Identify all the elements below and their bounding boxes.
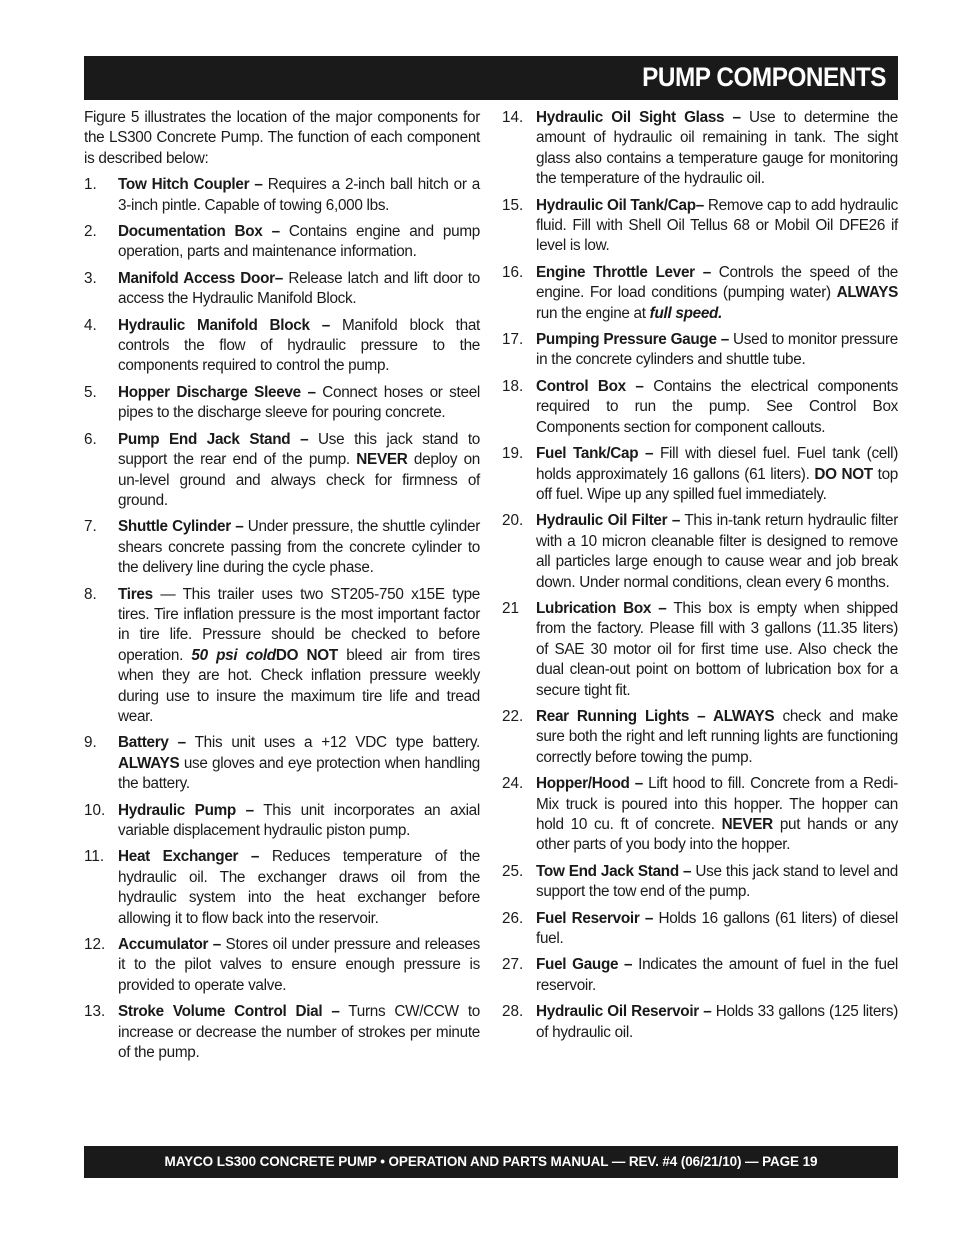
item-text: deploy on un-level ground and always check for firmness of ground. [118,451,481,509]
item-description [536,196,898,257]
item-term: Stroke Volume Control Dial – [118,1003,340,1021]
item-text: This box is empty when shipped from the factory. Please fill with 3 gallons (11.35 liters) of SAE 30 motor oil for first time use. Also check the dual clean-out point on bottom of lubrication box for a secure tight fit. [536,599,898,699]
item-text: Release latch and lift door to access the Hydraulic Manifold Block. [118,269,480,308]
item-number: 17. [502,331,524,349]
item-text: bleed air from tires when they are hot. Check inflation pressure weekly during use to insure the maximum tire life and tread wear. [118,646,481,725]
list-item [502,263,898,324]
item-term: Hydraulic Oil Tank/Cap– [536,196,704,214]
item-number: 2. [84,223,97,241]
list-item [502,108,898,190]
item-number: 12. [84,936,106,954]
item-description [118,801,480,842]
item-term: Fuel Reservoir – [536,909,654,927]
list-item [84,1002,480,1063]
item-text: Use this jack stand to support the rear end of the pump. [118,430,480,469]
item-text: Reduces temperature of the hydraulic oil. The exchanger draws oil from the hydraulic system into the heat exchanger before allowing it to flow back into the reservoir. [118,848,480,927]
item-description [536,377,898,438]
item-description [536,1002,898,1043]
item-description [118,1002,480,1063]
item-text: This unit uses a +12 VDC type battery. [185,734,480,752]
item-description [536,511,898,593]
item-number: 4. [84,316,97,334]
list-item [84,517,480,578]
item-emphasis: ALWAYS [836,284,898,302]
item-description [118,175,480,216]
item-text: put hands or any other parts of you body into the hopper. [536,816,899,854]
item-number: 3. [84,269,97,287]
item-number: 20. [502,512,524,530]
list-item [502,909,898,950]
item-description [118,733,480,794]
item-text: Used to monitor pressure in the concrete cylinders and shuttle tube. [536,331,898,369]
item-description [536,599,898,701]
item-text: Holds 33 gallons (125 liters) of hydraulic oil. [536,1003,898,1041]
item-term: Hydraulic Pump – [118,801,254,819]
item-number: 28. [502,1003,524,1021]
item-description [118,935,480,996]
list-item [84,316,480,377]
item-text: Manifold block that controls the flow of hydraulic pressure to the components required to control the pump. [118,316,480,375]
item-term: Tow Hitch Coupler – [118,176,263,194]
item-text: check and make sure both the right and left running lights are functioning correctly before towing the pump. [536,707,898,766]
item-text: — This trailer uses two ST205-750 x15E type tires. Tire inflation pressure is the most important factor in tire life. Pressure should be checked to [118,585,480,644]
item-description [536,774,898,856]
item-term: Hydraulic Manifold Block – [118,316,330,334]
item-description [536,909,898,950]
list-item [502,1002,898,1043]
item-text: Controls the speed of the engine. For load conditions (pumping water) [536,263,898,302]
item-emphasis: NEVER [356,451,408,469]
item-term: Hopper/Hood – [536,775,643,793]
item-number: 5. [84,383,97,401]
item-term: Shuttle Cylinder – [118,518,244,536]
list-item [84,801,480,842]
item-emphasis-italic: 50 psi cold [191,646,276,664]
item-term: Pump End Jack Stand – [118,430,309,448]
item-term: Heat Exchanger – [118,848,260,866]
list-item [502,511,898,593]
list-item [84,222,480,263]
item-text: Contains the electrical components required to run the pump. See Control Box Components section for component callouts. [536,377,898,436]
item-text: use gloves and eye protection when handling the battery. [118,754,480,793]
item-term: Hydraulic Oil Reservoir – [536,1003,712,1021]
item-text: Use this jack stand to level and support the tow end of the pump. [536,862,898,901]
item-text: Fill with diesel fuel. Fuel tank (cell) holds approximately 16 gallons (61 liters). [536,445,899,483]
item-number: 26. [502,909,524,927]
item-number: 8. [84,585,97,603]
item-description [536,444,898,505]
item-emphasis: NEVER [721,816,773,833]
item-term: Engine Throttle Lever – [536,263,711,281]
item-text: This in-tank return hydraulic filter with a 10 micron cleanable filter is designed to remove all particles large enough to cause wear and job break down. Under normal conditions, clean every 6 months. [536,512,898,591]
item-emphasis: DO NOT [275,646,338,664]
item-number: 1. [84,176,97,194]
item-term: Tow End Jack Stand – [536,862,692,880]
item-number: 19. [502,445,524,463]
list-item [502,196,898,257]
list-item [502,707,898,768]
item-term: Battery – [118,734,186,752]
item-text: before operation. [118,626,480,664]
footer-text: MAYCO LS300 CONCRETE PUMP • OPERATION AND PARTS MANUAL — REV. #4 (06/21/10) — PAGE 19 [164,1154,818,1169]
list-item [84,269,480,310]
item-term: Fuel Gauge – [536,956,633,974]
item-number: 14. [502,109,524,126]
item-term: Rear Running Lights – ALWAYS [536,707,775,725]
item-description [536,263,898,324]
item-term: Accumulator – [118,936,221,954]
item-description [118,269,480,310]
item-number: 24. [502,775,524,793]
item-text: Remove cap to add hydraulic fluid. Fill with Shell Oil Tellus 68 or Mobil Oil DFE26 if level is low. [536,196,898,255]
list-item [502,330,898,371]
item-text: Indicates the amount of fuel in the fuel reservoir. [536,956,898,994]
item-number: 16. [502,263,524,281]
item-term: Lubrication Box – [536,599,667,617]
item-number: 27. [502,956,524,974]
item-term: Documentation Box – [118,223,280,241]
item-number: 9. [84,734,97,752]
list-item [502,774,898,856]
item-term: Fuel Tank/Cap – [536,445,654,463]
item-term: Hydraulic Oil Sight Glass – [536,109,741,126]
item-number: 21 [502,599,520,617]
item-term: Manifold Access Door– [118,269,284,287]
item-text: Turns CW/CCW to increase or decrease the number of strokes per minute of the pump. [118,1003,480,1062]
list-item [84,935,480,996]
intro-paragraph: Figure 5 illustrates the location of the major components for the LS300 Concrete Pump. The function of each component is described below: [84,109,480,167]
item-text: Use to determine the amount of hydraulic oil remaining in tank. The sight glass also contains a temperature gauge for monitoring the temperature of the hydraulic oil. [536,109,898,188]
item-description [118,430,480,512]
item-term: Pumping Pressure Gauge – [536,331,729,349]
item-number: 10. [84,801,106,819]
item-number: 7. [84,518,97,536]
item-description [536,108,898,190]
list-item [502,377,898,438]
list-item [502,955,898,996]
item-description [536,955,898,996]
right-column [502,108,898,1049]
list-item [502,599,898,701]
list-item [84,383,480,424]
list-item [84,733,480,794]
list-item [84,585,480,728]
item-text: Holds 16 gallons (61 liters) of diesel fuel. [536,909,898,948]
item-number: 11. [84,848,105,866]
item-text: Lift hood to fill. Concrete from a Redi-Mix truck is poured into this hopper. The hopper can hold 10 cu. ft of concrete. [536,775,898,833]
item-number: 25. [502,862,524,880]
item-text: This unit incorporates an axial variable displacement hydraulic piston pump. [118,801,480,839]
list-item [84,430,480,512]
item-number: 6. [84,430,97,448]
left-column [84,108,480,1069]
item-text: Connect hoses or steel pipes to the discharge sleeve for pouring concrete. [118,383,480,422]
item-description [118,585,480,728]
item-text: run the engine at [536,304,650,322]
list-item [502,444,898,505]
item-text: Contains engine and pump operation, parts and maintenance information. [118,223,480,261]
item-description [536,862,898,903]
item-description [536,330,898,371]
page-title: PUMP COMPONENTS [642,62,886,92]
item-description [118,847,480,929]
item-description [118,383,480,424]
item-term: Hopper Discharge Sleeve – [118,383,316,401]
footer-bar [84,1146,898,1178]
header-bar [84,56,898,100]
item-description [536,707,898,768]
item-number: 18. [502,377,524,395]
list-item [502,862,898,903]
item-emphasis: DO NOT [814,465,873,483]
item-number: 15. [502,196,524,214]
item-emphasis-italic: full speed. [649,304,723,322]
item-description [118,517,480,578]
item-description [118,316,480,377]
item-text: Under pressure, the shuttle cylinder shears concrete passing from the concrete cylinder to the delivery line during the cycle phase. [118,518,481,577]
item-term: Control Box – [536,377,644,395]
item-term: Tires [118,585,153,603]
item-text: Stores oil under pressure and releases it to the pilot valves to ensure enough pressure is provided to operate valve. [118,936,481,994]
list-item [84,847,480,929]
item-text: top off fuel. Wipe up any spilled fuel immediately. [536,465,898,503]
item-number: 13. [84,1003,106,1021]
item-description [118,222,480,263]
item-term: Hydraulic Oil Filter – [536,512,681,530]
item-emphasis: ALWAYS [118,754,180,772]
item-number: 22. [502,707,524,725]
list-item [84,175,480,216]
item-text: Requires a 2-inch ball hitch or a 3-inch pintle. Capable of towing 6,000 lbs. [118,176,480,214]
